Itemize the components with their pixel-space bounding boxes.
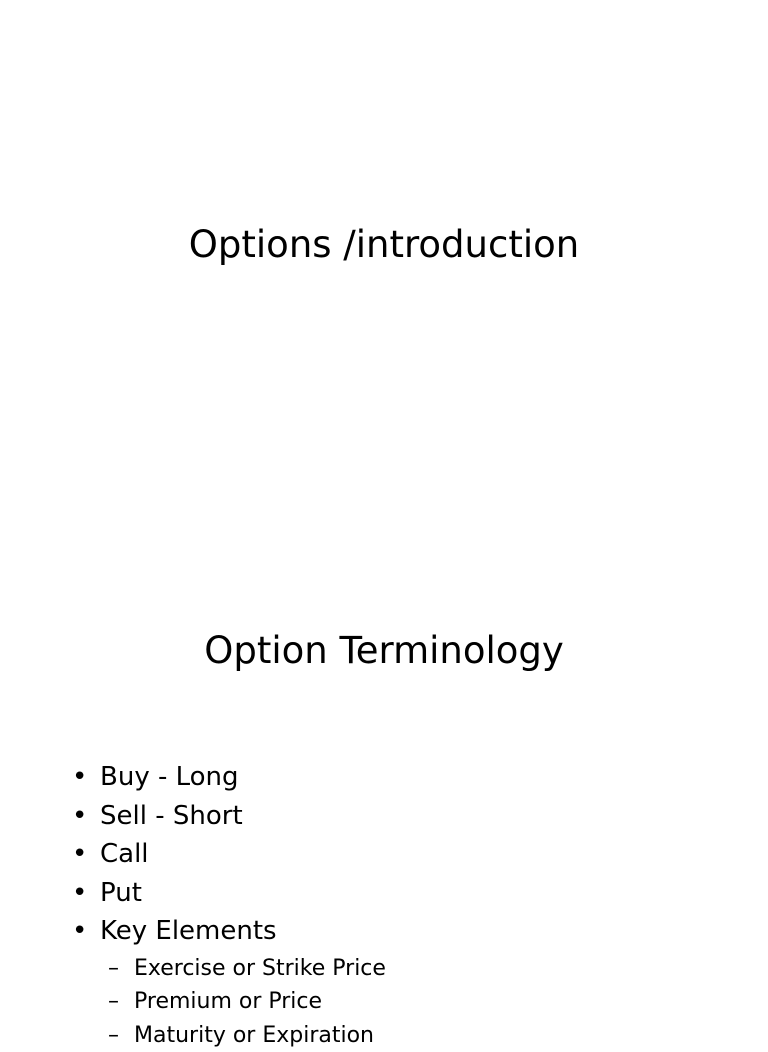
bullet-label: Buy - Long <box>100 762 239 792</box>
bullet-label: Call <box>100 839 149 869</box>
sub-bullet-label: Exercise or Strike Price <box>134 956 386 981</box>
list-item <box>70 874 386 913</box>
slide-2 <box>0 560 768 1024</box>
sub-list-item <box>100 985 386 1019</box>
list-item <box>70 912 386 1052</box>
dash-icon: – <box>108 985 119 1019</box>
slide-title: Option Terminology <box>0 632 768 669</box>
sub-list-item <box>100 952 386 986</box>
dash-icon: – <box>108 1019 119 1052</box>
list-item <box>70 797 386 836</box>
bullet-label: Sell - Short <box>100 801 243 831</box>
bullet-icon: • <box>72 797 87 836</box>
list-item <box>70 835 386 874</box>
bullet-icon: • <box>72 835 87 874</box>
sub-list-item <box>100 1019 386 1052</box>
sub-bullet-list <box>100 952 386 1052</box>
bullet-icon: • <box>72 758 87 797</box>
sub-bullet-label: Premium or Price <box>134 989 322 1014</box>
dash-icon: – <box>108 952 119 986</box>
bullet-list <box>70 758 386 1052</box>
bullet-icon: • <box>72 912 87 951</box>
sub-bullet-label: Maturity or Expiration <box>134 1019 374 1052</box>
bullet-icon: • <box>72 874 87 913</box>
bullet-label: Key Elements <box>100 916 277 946</box>
bullet-label: Put <box>100 878 142 908</box>
list-item <box>70 758 386 797</box>
slide-title: Options /introduction <box>0 226 768 263</box>
